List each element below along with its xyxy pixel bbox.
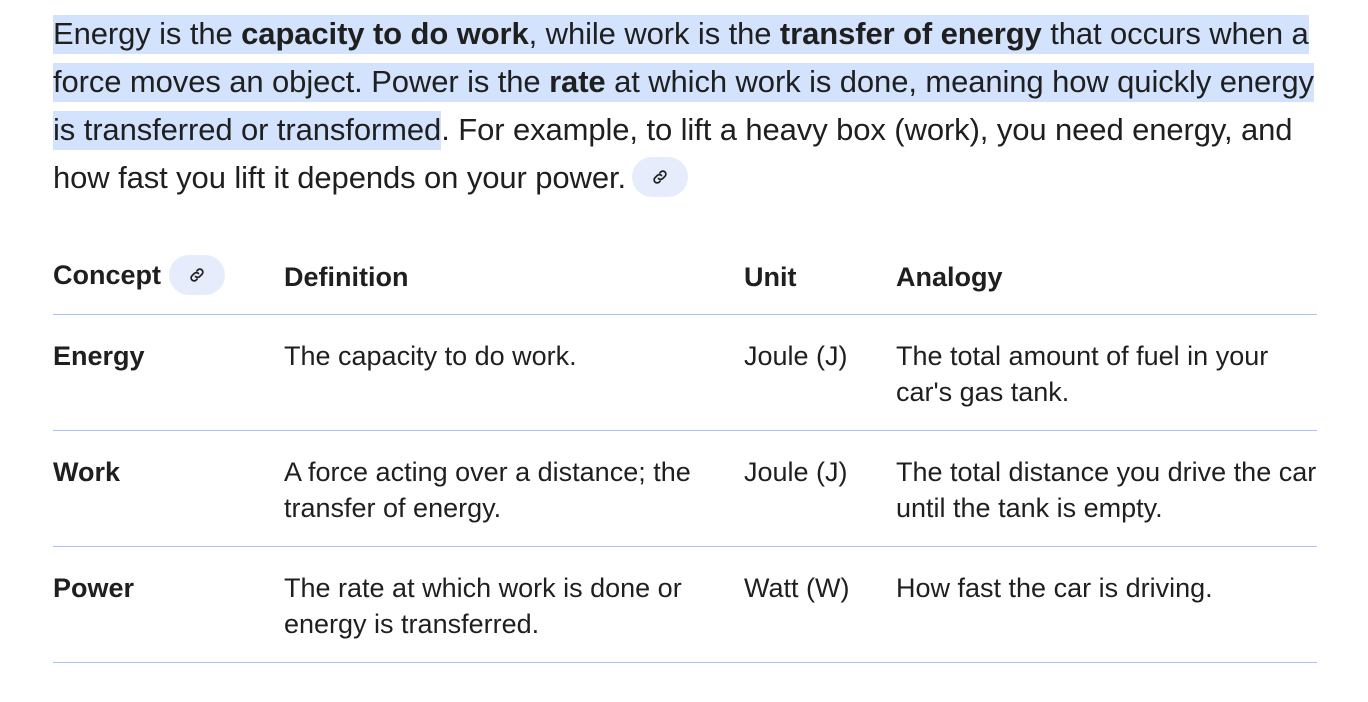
source-link-button[interactable] <box>632 157 688 197</box>
cell-concept: Work <box>53 431 284 547</box>
paragraph-text: that occurs when a force moves an object. Power is the <box>53 16 1309 99</box>
paragraph-text: at which work is done, meaning how quickly energy is transferred or transformed <box>53 64 1314 147</box>
cell-definition: The rate at which work is done or energy is transferred. <box>284 547 744 663</box>
paragraph-text: Energy is the <box>53 16 242 51</box>
cell-analogy: How fast the car is driving. <box>896 547 1317 663</box>
header-unit: Unit <box>744 240 896 315</box>
cell-definition: A force acting over a distance; the transfer of energy. <box>284 431 744 547</box>
cell-concept: Power <box>53 547 284 663</box>
answer-paragraph <box>53 10 1318 202</box>
link-icon <box>651 168 669 186</box>
table-row <box>53 547 1317 663</box>
link-icon <box>188 266 206 284</box>
cell-unit: Watt (W) <box>744 547 896 663</box>
cell-concept: Energy <box>53 315 284 431</box>
cell-unit: Joule (J) <box>744 431 896 547</box>
header-label: Concept <box>53 260 161 291</box>
header-definition: Definition <box>284 240 744 315</box>
table-row <box>53 315 1317 431</box>
cell-analogy: The total amount of fuel in your car's gas tank. <box>896 315 1317 431</box>
bold-text: transfer of energy <box>779 16 1042 51</box>
source-link-button[interactable] <box>169 255 225 295</box>
comparison-table <box>53 240 1317 663</box>
bold-text: capacity to do work <box>241 16 529 51</box>
cell-unit: Joule (J) <box>744 315 896 431</box>
table-row <box>53 431 1317 547</box>
header-concept <box>53 240 284 315</box>
table-header-row <box>53 240 1317 315</box>
cell-analogy: The total distance you drive the car until the tank is empty. <box>896 431 1317 547</box>
bold-text: rate <box>549 64 606 99</box>
cell-definition: The capacity to do work. <box>284 315 744 431</box>
header-analogy: Analogy <box>896 240 1317 315</box>
paragraph-text: . For example, to lift a heavy box (work), you need energy, and how fast you lift it depends on your power. <box>53 112 1293 195</box>
paragraph-text: , while work is the <box>528 16 780 51</box>
